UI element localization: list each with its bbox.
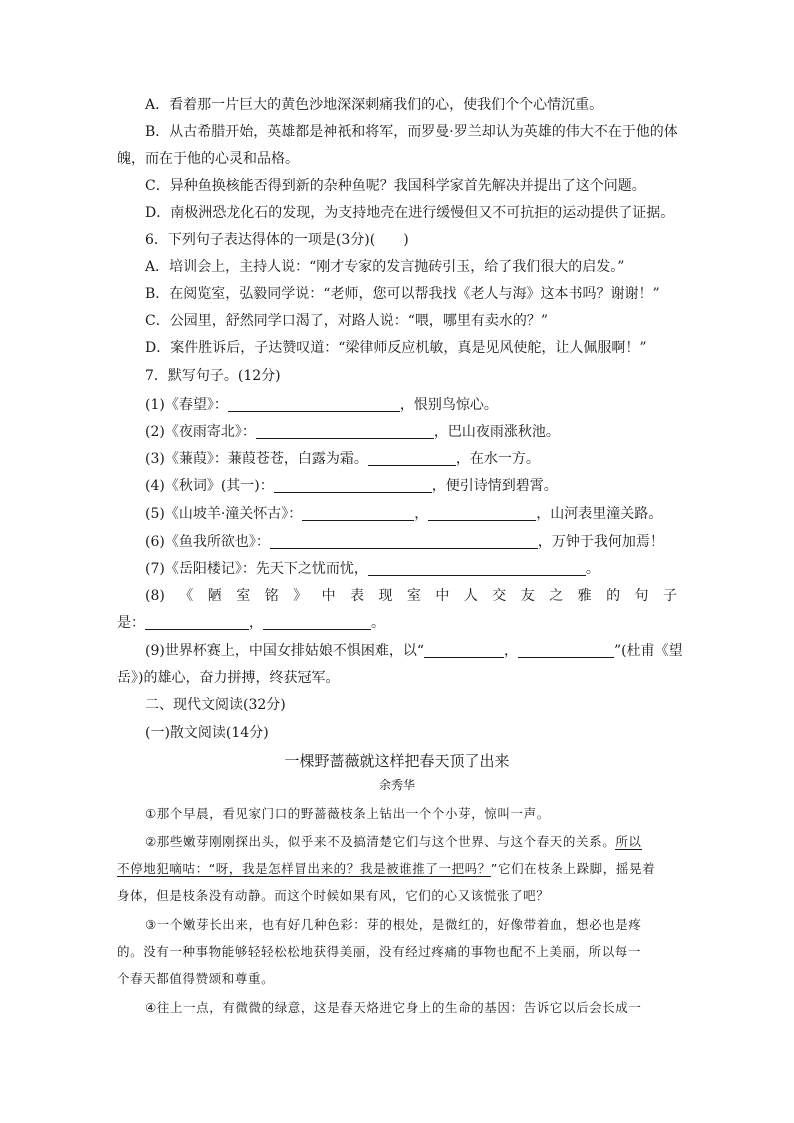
q7-item-8-char: 《 bbox=[179, 588, 194, 604]
q7-item-6-pre: (6)《鱼我所欲也》： bbox=[145, 534, 270, 550]
q7-item-1-post: ，恨别鸟惊心。 bbox=[399, 397, 498, 413]
q5-option-b-cont: 魄，而在于他的心灵和品格。 bbox=[117, 151, 299, 167]
section-heading: 二、现代文阅读(32分) bbox=[145, 697, 286, 713]
q7-item-8-char: 》 bbox=[293, 588, 308, 604]
q7-item-1 bbox=[145, 393, 677, 417]
q7-item-3-blank[interactable] bbox=[368, 449, 456, 466]
q7-item-9-pre: (9)世界杯赛上，中国女排姑娘不惧困难，以“ bbox=[145, 643, 424, 659]
q7-item-8-mid: ， bbox=[249, 615, 263, 631]
q6-option-d: D．案件胜诉后，子达赞叹道：“梁律师反应机敏，真是见风使舵，让人佩服啊！” bbox=[145, 340, 647, 356]
q7-item-2-post: ，巴山夜雨涨秋池。 bbox=[433, 424, 560, 440]
q6-option-a: A．培训会上，主持人说：“刚才专家的发言抛砖引玉，给了我们很大的启发。” bbox=[145, 259, 625, 275]
q7-item-8-pre: 是： bbox=[117, 615, 145, 631]
q7-item-8-char: 人 bbox=[463, 588, 478, 604]
essay-paragraph-2-line-3: 身体，但是枝条没有动静。而这个时候如果有风，它们的心又该慌张了吧？ bbox=[117, 888, 550, 903]
q7-item-8-char: 之 bbox=[549, 588, 564, 604]
essay-author: 余秀华 bbox=[378, 778, 415, 792]
q7-item-7-blank[interactable] bbox=[368, 559, 586, 576]
q7-item-8-char: (8) bbox=[145, 588, 165, 604]
q7-item-8-post: 。 bbox=[371, 615, 385, 631]
q7-item-4-post: ，便引诗情到碧霄。 bbox=[431, 478, 558, 494]
q5-option-d: D．南极洲恐龙化石的发现，为支持地壳在进行缓慢但又不可抗拒的运动提供了证据。 bbox=[145, 205, 675, 221]
essay-paragraph-2-line-1 bbox=[145, 830, 677, 854]
q7-item-8-char: 雅 bbox=[577, 588, 592, 604]
q7-item-1-blank[interactable] bbox=[228, 395, 400, 412]
q7-item-8-char: 句 bbox=[634, 588, 649, 604]
q7-item-4 bbox=[145, 474, 677, 498]
q7-item-8-char: 铭 bbox=[264, 588, 279, 604]
q6-stem: 6．下列句子表达得体的一项是(3分)( ) bbox=[145, 232, 409, 248]
q7-item-4-blank[interactable] bbox=[274, 476, 432, 493]
essay-paragraph-3-line-2: 的。没有一种事物能够轻轻松松地获得美丽，没有经过疼痛的事物也配不上美丽，所以每一 bbox=[117, 944, 642, 959]
q7-item-5-post: ，山河表里潼关路。 bbox=[536, 506, 663, 522]
q7-item-8-line2 bbox=[117, 611, 677, 635]
essay-paragraph-3-line-1: ③一个嫩芽长出来，也有好几种色彩：芽的根处，是微红的，好像带着血，想必也是疼 bbox=[145, 917, 642, 932]
q7-item-7-post: 。 bbox=[585, 561, 600, 577]
q7-item-5-mid: ， bbox=[414, 506, 429, 522]
q7-item-9-blank-1[interactable] bbox=[424, 641, 504, 658]
q7-item-8-char: 中 bbox=[435, 588, 450, 604]
q7-item-6-blank[interactable] bbox=[270, 532, 538, 549]
q6-option-b: B．在阅览室，弘毅同学说：“老师，您可以帮我找《老人与海》这本书吗？谢谢！” bbox=[145, 286, 660, 302]
essay-paragraph-1: ①那个早晨，看见家门口的野蔷薇枝条上钻出一个个小芽，惊叫一声。 bbox=[145, 806, 550, 821]
q7-item-9-line2: 岳》)的雄心，奋力拼搏，终获冠军。 bbox=[117, 670, 340, 686]
q7-item-6 bbox=[145, 530, 677, 554]
q7-item-5 bbox=[145, 502, 677, 526]
q7-stem: 7．默写句子。(12分) bbox=[145, 368, 281, 384]
q7-item-8-char: 中 bbox=[321, 588, 336, 604]
q7-item-5-blank-1[interactable] bbox=[302, 504, 414, 521]
q7-item-8-blank-1[interactable] bbox=[145, 613, 249, 630]
q7-item-4-pre: (4)《秋词》(其一)： bbox=[145, 478, 274, 494]
q6-option-c: C．公园里，舒然同学口渴了，对路人说：“喂，哪里有卖水的？” bbox=[145, 313, 549, 329]
q7-item-8-char: 室 bbox=[406, 588, 421, 604]
q7-item-8-blank-2[interactable] bbox=[263, 613, 371, 630]
q5-option-b: B．从古希腊开始，英雄都是神祇和将军，而罗曼·罗兰却认为英雄的伟大不在于他的体 bbox=[145, 124, 678, 140]
q7-item-8-char: 的 bbox=[606, 588, 621, 604]
q7-item-9-line1 bbox=[145, 639, 683, 663]
q5-option-a: A．看着那一片巨大的黄色沙地深深刺痛我们的心，使我们个个心情沉重。 bbox=[145, 97, 604, 113]
essay-paragraph-2-line-2 bbox=[117, 857, 677, 881]
q7-item-1-pre: (1)《春望》： bbox=[145, 397, 228, 413]
q7-item-9-blank-2[interactable] bbox=[518, 641, 614, 658]
q7-item-8-char: 现 bbox=[378, 588, 393, 604]
essay-text: ②那些嫩芽刚刚探出头，似乎来不及搞清楚它们与这个世界、与这个春天的关系。 bbox=[145, 834, 616, 849]
q7-item-7 bbox=[145, 557, 677, 581]
q5-option-c: C．异种鱼换核能否得到新的杂种鱼呢？我国科学家首先解决并提出了这个问题。 bbox=[145, 178, 646, 194]
q7-item-9-post: ”(杜甫《望 bbox=[614, 643, 683, 659]
q7-item-3 bbox=[145, 447, 677, 471]
q7-item-8-char: 友 bbox=[520, 588, 535, 604]
q7-item-2-pre: (2)《夜雨寄北》： bbox=[145, 424, 256, 440]
essay-underlined-text: 所以 bbox=[615, 834, 642, 849]
q7-item-3-pre: (3)《蒹葭》：蒹葭苍苍，白露为霜。 bbox=[145, 451, 368, 467]
essay-text: ”它们在枝条上跺脚，摇晃着 bbox=[490, 861, 656, 876]
essay-underlined-text: 不停地犯嘀咕：“呀，我是怎样冒出来的？我是被谁推了一把吗？ bbox=[117, 861, 491, 876]
q7-item-8-char: 子 bbox=[663, 588, 677, 604]
q7-item-8-char: 交 bbox=[492, 588, 507, 604]
q7-item-2 bbox=[145, 420, 677, 444]
q7-item-8-char: 室 bbox=[236, 588, 251, 604]
q7-item-2-blank[interactable] bbox=[256, 422, 434, 439]
q7-item-9-mid: ， bbox=[504, 643, 518, 659]
q7-item-8-char: 陋 bbox=[207, 588, 222, 604]
q7-item-3-post: ，在水一方。 bbox=[455, 451, 540, 467]
q7-item-6-post: ，万钟于我何加焉！ bbox=[537, 534, 664, 550]
q7-item-5-pre: (5)《山坡羊·潼关怀古》： bbox=[145, 506, 303, 522]
q7-item-7-pre: (7)《岳阳楼记》：先天下之忧而忧， bbox=[145, 561, 368, 577]
subsection-heading: (一)散文阅读(14分) bbox=[145, 725, 269, 741]
q7-item-8-char: 表 bbox=[350, 588, 365, 604]
essay-paragraph-3-line-3: 个春天都值得赞颂和尊重。 bbox=[117, 971, 275, 986]
essay-paragraph-4-line-1: ④往上一点，有微微的绿意，这是春天烙进它身上的生命的基因：告诉它以后会长成一 bbox=[145, 1000, 642, 1015]
q7-item-5-blank-2[interactable] bbox=[428, 504, 536, 521]
essay-title: 一棵野蔷薇就这样把春天顶了出来 bbox=[284, 752, 510, 770]
q7-item-8-line1 bbox=[145, 584, 677, 608]
